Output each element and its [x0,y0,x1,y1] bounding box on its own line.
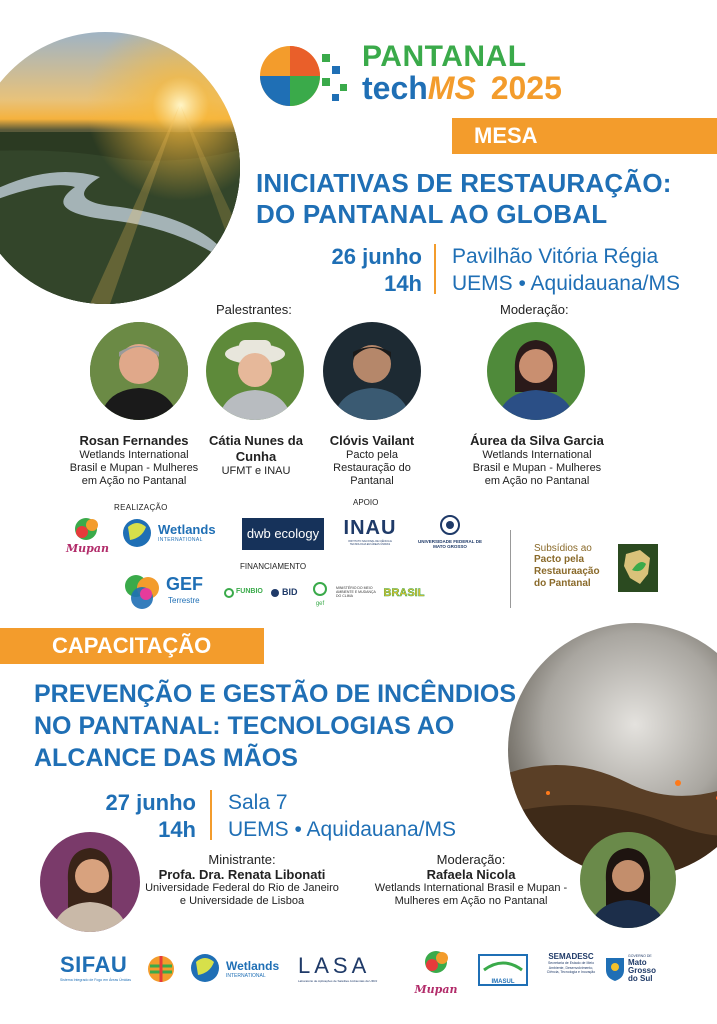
subsidios-line1: Subsídios ao [534,543,592,554]
gef-icon [122,572,162,612]
capacitacao-title-line3: ALCANCE DAS MÃOS [34,744,298,772]
mesa-title-line2: DO PANTANAL AO GLOBAL [256,199,608,229]
imasul-icon [480,956,526,974]
apoio-label: APOIO [353,498,379,507]
moderator-org: Wetlands International Brasil e Mupan - Mulheres em Ação no Pantanal [472,449,602,487]
bid-logo [270,586,304,600]
wetlands-text: Wetlands [158,522,216,537]
wetlands-icon [122,518,152,548]
capacitacao-moderator-org2: Mulheres em Ação no Pantanal [394,895,548,907]
sponsors-divider [510,530,511,608]
gef-text: GEF [166,574,204,594]
speakers-label: Palestrantes: [216,302,292,317]
ms-shield-icon [604,956,626,982]
brand-line2 [362,70,562,107]
speaker-portrait-clovis [323,322,421,420]
brand-ms: MS [427,70,476,106]
capacitacao-venue [228,789,456,843]
lasa-text: LASA [298,953,371,978]
speaker-org: Wetlands International Brasil e Mupan - Mulheres em Ação no Pantanal [69,449,199,487]
pantanal-sunset-photo [0,32,240,304]
mupan-logo [64,515,108,559]
speaker-name: Cátia Nunes da Cunha [209,433,303,464]
capacitacao-venue-line2: UEMS • Aquidauana/MS [228,818,456,841]
globe-icon [146,954,176,984]
footer-wetlands-text: Wetlands [226,959,280,973]
speaker-portrait-catia [206,322,304,420]
wetlands-logo [122,518,222,550]
footer-wetlands-sub: INTERNATIONAL [226,973,266,979]
subsidios-line2: Pacto pela [534,554,585,565]
capacitacao-moderator-org1: Wetlands International Brasil e Mupan - [374,882,568,894]
funbio-icon [224,588,234,598]
ms-gov-logo [604,954,660,988]
speaker-card-catia [200,433,312,478]
brand-tech: tech [362,70,428,106]
mesa-divider [434,244,436,294]
financiamento-label: FINANCIAMENTO [240,562,307,571]
gef-small-text: gef [315,601,325,607]
instructor-portrait-renata [40,832,140,932]
ministerio-logo: MINISTÉRIO DO MEIO AMBIENTE E MUDANÇA DO CLIMA [336,586,376,598]
subsidios-block [534,543,624,590]
mesa-venue-line2: UEMS • Aquidauana/MS [452,272,680,295]
semadesc-text: SEMADESC [548,952,594,961]
ufmt-text: UNIVERSIDADE FEDERAL DE MATO GROSSO [418,539,482,549]
gov-small-text: GOVERNO DE [628,954,652,958]
footer-mupan-logo [414,948,458,996]
lasa-logo [298,953,390,987]
mesa-venue [452,243,680,297]
footer-mupan-text: Mupan [414,983,458,996]
dwb-text: dwb ecology [246,526,320,541]
footer-wetlands-logo [190,953,286,985]
map-leaf-icon [618,544,658,592]
imasul-logo [478,954,528,986]
capacitacao-date: 27 junho [105,790,196,815]
capacitacao-tag [0,628,264,664]
ufmt-logo [412,515,488,553]
brand-line1: PANTANAL [362,40,527,73]
pacto-map-logo [618,544,658,592]
imasul-text: IMASUL [491,979,515,985]
moderator-portrait-rafaela [580,832,676,928]
mesa-tag-label: MESA [474,123,538,148]
brasil-logo [382,582,426,604]
mesa-title [256,168,672,230]
instructor-org2: e Universidade de Lisboa [179,895,305,907]
wetlands-icon [190,953,220,983]
inau-sub: INSTITUTO NACIONAL DE CIÊNCIA E TECNOLOGIA EM ÁREAS ÚMIDAS [348,540,392,546]
sifau-globe-logo [146,954,176,984]
logo-mark-icon [258,44,354,108]
semadesc-logo [542,952,600,988]
subsidios-line3: Restauraação [534,566,600,577]
capacitacao-title [34,678,516,774]
mesa-datetime [300,243,422,297]
inau-text: INAU [343,517,397,539]
moderator-portrait-aurea [487,322,585,420]
funbio-text: FUNBIO [236,588,263,595]
gef-small-icon [312,582,328,596]
moderator-card-aurea [462,433,612,488]
instructor-label: Ministrante: [208,852,276,867]
gef-logo [122,572,212,612]
mesa-venue-line1: Pavilhão Vitória Régia [452,245,659,268]
capacitacao-moderation-label: Moderação: [436,852,506,867]
instructor-org1: Universidade Federal do Rio de Janeiro [145,882,339,894]
brasil-text: BRASIL [383,587,425,599]
capacitacao-moderator-name: Rafaela Nicola [426,867,516,882]
bid-icon [270,588,280,598]
sifau-text: SIFAU [60,952,128,977]
gov-name-text: Mato Grosso do Sul [628,958,657,983]
ufmt-crest-icon [440,515,460,535]
mesa-date: 26 junho [331,244,422,269]
capacitacao-tag-label: CAPACITAÇÃO [52,633,212,658]
instructor-name: Profa. Dra. Renata Libonati [158,867,326,882]
speaker-name: Clóvis Vailant [329,433,415,448]
subsidios-line4: do Pantanal [534,578,591,589]
mupan-icon [414,948,458,978]
realizacao-label: REALIZAÇÃO [114,503,168,512]
mesa-tag [452,118,717,154]
speaker-org: UFMT e INAU [221,465,291,477]
lasa-sub: Laboratório de Aplicações de Satélites Ambientais da UFRJ [298,979,378,983]
speaker-portrait-rosan [90,322,188,420]
speaker-card-rosan [64,433,204,488]
capacitacao-title-line1: PREVENÇÃO E GESTÃO DE INCÊNDIOS [34,680,517,708]
wetlands-sub: INTERNATIONAL [158,537,203,543]
pantanal-tech-logo [258,42,598,112]
dwb-logo [242,518,324,550]
speaker-card-clovis [318,433,426,488]
inau-logo [340,517,400,551]
capacitacao-title-line2: NO PANTANAL: TECNOLOGIAS AO [34,712,455,740]
instructor-block [142,852,342,908]
bid-text: BID [282,587,298,597]
sifau-sub: Sistema Integrado de Fogo em Áreas Úmidas [60,978,132,982]
capacitacao-time: 14h [158,817,196,842]
brand-year: 2025 [490,70,562,106]
speaker-name: Rosan Fernandes [79,433,189,448]
mesa-title-line1: INICIATIVAS DE RESTAURAÇÃO: [256,168,672,198]
sifau-logo [60,952,140,988]
moderator-name: Áurea da Silva Garcia [470,433,604,448]
mesa-time: 14h [384,271,422,296]
funbio-logo [224,586,264,600]
semadesc-sub: Secretaria de Estado de Meio Ambiente, Desenvolvimento, Ciência, Tecnologia e Inovação [546,961,596,974]
speaker-org: Pacto pela Restauração do Pantanal [333,449,411,487]
mupan-text: Mupan [66,542,109,555]
gef-small-logo [312,582,328,607]
moderation-label: Moderação: [500,302,569,317]
capacitacao-venue-line1: Sala 7 [228,791,288,814]
capacitacao-divider [210,790,212,840]
gef-sub: Terrestre [168,596,200,605]
capacitacao-moderator-block [368,852,574,908]
